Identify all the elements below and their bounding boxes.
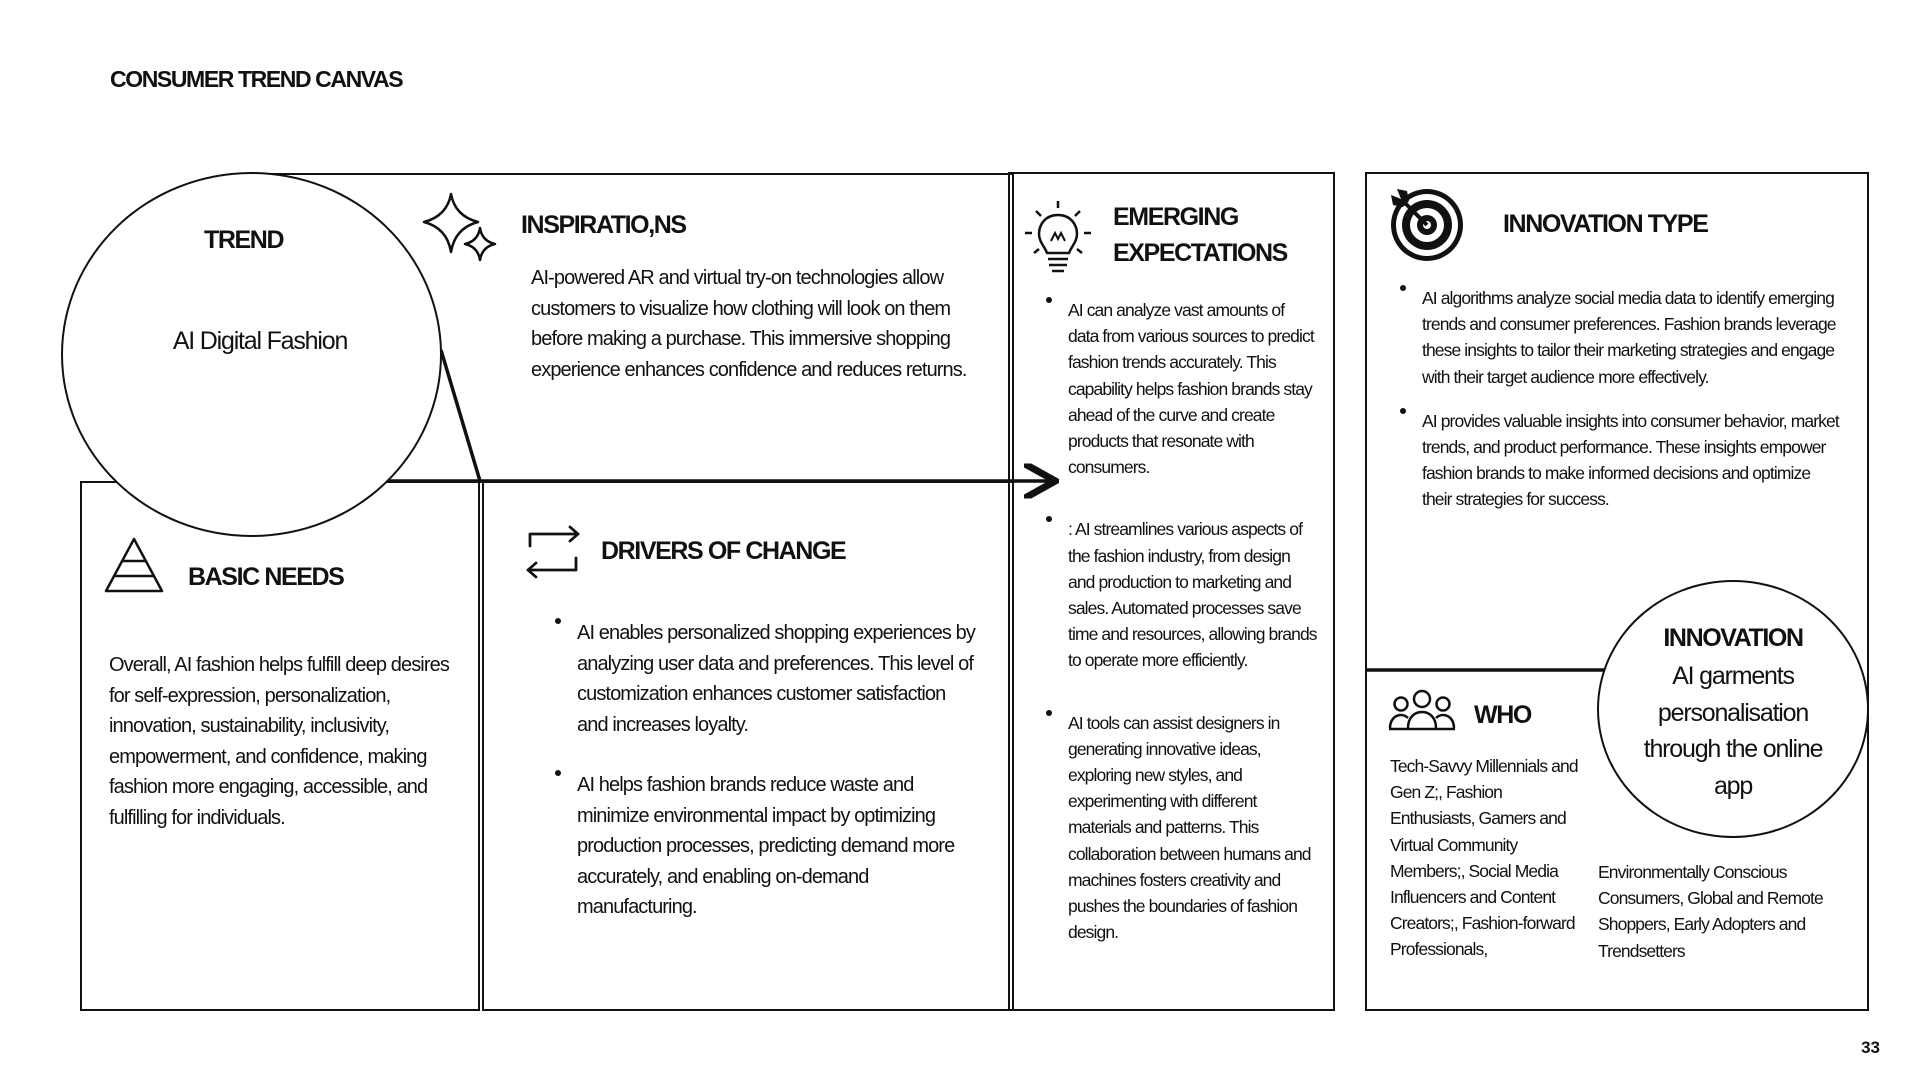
who-left-text: Tech-Savvy Millennials and Gen Z;, Fashion Enthusiasts, Gamers and Virtual Community Members;, Social Media Influencers and Content Creators;, Fashion-forward Professionals, (1390, 756, 1578, 960)
list-item: AI enables personalized shopping experiences by analyzing user data and preferences. This level of customization enhances customer satisfaction and increases loyalty. (577, 618, 977, 740)
pyramid-icon (103, 536, 165, 594)
who-right-text: Environmentally Conscious Consumers, Global and Remote Shoppers, Early Adopters and Trendsetters (1598, 862, 1823, 961)
sparkle-icon (420, 190, 505, 275)
emerging-heading-line1: EMERGING (1113, 203, 1238, 231)
list-item: AI provides valuable insights into consumer behavior, market trends, and product performance. These insights empower fashion brands to make informed decisions and optimize their strategies for success. (1422, 408, 1842, 513)
inspirations-text: AI-powered AR and virtual try-on technologies allow customers to visualize how clothing will look on them before making a purchase. This immersive shopping experience enhances confidence and reduces returns. (531, 267, 967, 381)
emerging-heading-line2: EXPECTATIONS (1113, 239, 1287, 267)
swap-arrows-icon (522, 524, 584, 580)
basic-needs-text: Overall, AI fashion helps fulfill deep desires for self-expression, personalization, innovation, sustainability, inclusivity, empowerment, and confidence, making fashion more engaging, accessible, and fulfilling for individuals. (109, 654, 449, 829)
innovation-heading: INNOVATION (1663, 624, 1803, 652)
drivers-list (577, 618, 977, 923)
basic-needs-heading: BASIC NEEDS (188, 563, 344, 591)
list-item: : AI streamlines various aspects of the fashion industry, from design and production to marketing and sales. Automated processes save time and resources, allowing brands to operate more efficiently. (1068, 516, 1318, 673)
inspirations-heading: INSPIRATIO,NS (521, 211, 686, 239)
emerging-list (1068, 297, 1318, 945)
list-item: AI tools can assist designers in generating innovative ideas, exploring new styles, and experimenting with different materials and patterns. This collaboration between humans and machines fosters creativity and pushes the boundaries of fashion design. (1068, 710, 1318, 946)
people-group-icon (1387, 688, 1457, 732)
trend-value: AI Digital Fashion (172, 327, 348, 355)
list-item: AI can analyze vast amounts of data from various sources to predict fashion trends accurately. This capability helps fashion brands stay ahead of the curve and create products that resonate with consumers. (1068, 297, 1318, 480)
innovation-value: AI garments personalisation through the online app (1643, 662, 1823, 800)
innovation-type-list (1422, 285, 1842, 513)
lightbulb-icon (1023, 197, 1093, 277)
drivers-heading: DRIVERS OF CHANGE (601, 537, 846, 565)
innovation-type-heading: INNOVATION TYPE (1503, 210, 1708, 238)
list-item: AI helps fashion brands reduce waste and minimize environmental impact by optimizing production processes, predicting demand more accurately, and enabling on-demand manufacturing. (577, 770, 977, 923)
list-item: AI algorithms analyze social media data to identify emerging trends and consumer preferences. Fashion brands leverage these insights to tailor their marketing strategies and engage with their target audience more effectively. (1422, 285, 1842, 390)
who-heading: WHO (1474, 701, 1531, 729)
target-icon (1387, 185, 1467, 265)
trend-heading: TREND (204, 226, 284, 254)
page-title: CONSUMER TREND CANVAS (110, 66, 403, 92)
page-number: 33 (1861, 1038, 1880, 1057)
